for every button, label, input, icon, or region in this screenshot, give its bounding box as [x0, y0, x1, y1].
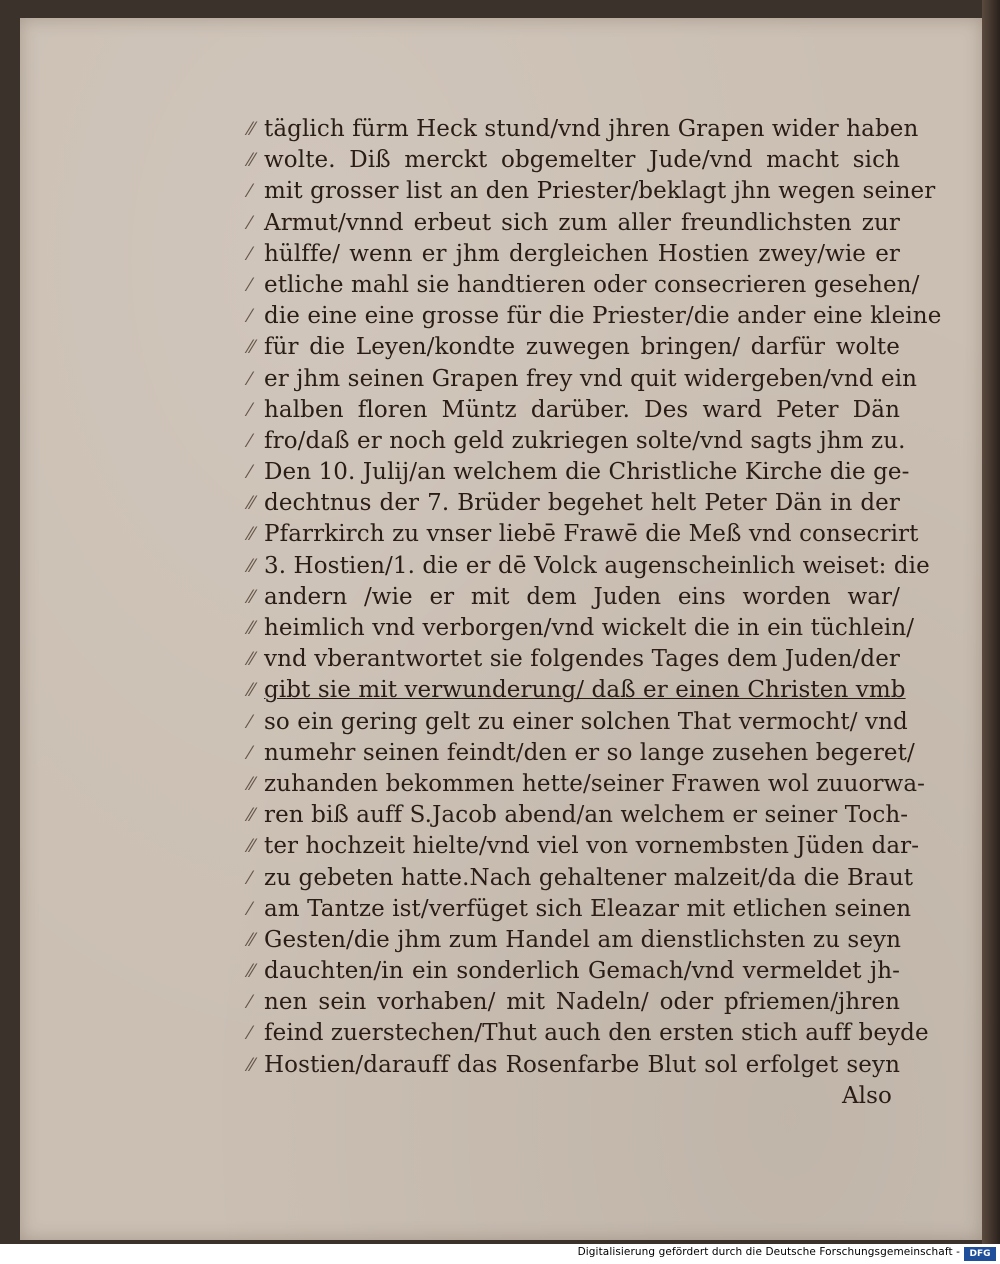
text-line: [248, 707, 908, 738]
text-line: [248, 1018, 929, 1049]
text-line-content: halben floren Müntz darüber. Des ward Peter Dän: [264, 396, 900, 423]
margin-mark: ⁄: [248, 742, 252, 764]
text-line-content: etliche mahl sie handtieren oder consecrieren gesehen/: [264, 271, 920, 298]
text-line: [248, 270, 920, 301]
text-line-content: Pfarrkirch zu vnser liebē Frawē die Meß vnd consecrirt: [264, 521, 919, 548]
text-line: [248, 176, 936, 207]
margin-mark: ⁄: [248, 274, 252, 296]
text-line: [248, 426, 906, 457]
text-line-content: andern /wie er mit dem Juden eins worden war/: [264, 583, 900, 610]
text-line: [248, 457, 910, 488]
text-line-content: zu gebeten hatte.Nach gehaltener malzeit/da die Braut: [264, 864, 914, 891]
text-line-content: 3. Hostien/1. die er dē Volck augenscheinlich weiset: die: [264, 552, 930, 579]
text-line: [248, 925, 902, 956]
margin-mark: ⁄: [248, 867, 252, 889]
text-line-content: ren biß auff S.Jacob abend/an welchem er seiner Toch-: [264, 802, 909, 829]
text-line: [248, 675, 906, 706]
text-line: [248, 894, 912, 925]
margin-mark: ⁄⁄: [248, 773, 255, 795]
margin-mark: ⁄: [248, 430, 252, 452]
text-line: [248, 644, 900, 675]
margin-mark: ⁄⁄: [248, 961, 255, 983]
text-line: [248, 364, 918, 395]
text-line: [248, 987, 900, 1018]
text-line: [248, 613, 915, 644]
margin-mark: ⁄⁄: [248, 618, 255, 639]
margin-mark: ⁄: [248, 1023, 252, 1045]
text-line-content: feind zuerstechen/Thut auch den ersten stich auff beyde: [264, 1020, 929, 1047]
text-line-content: fro/daß er noch geld zukriegen solte/vnd sagts jhm zu.: [264, 427, 906, 454]
text-line-content: Hostien/darauff das Rosenfarbe Blut sol erfolget seyn: [264, 1051, 900, 1078]
text-line: [248, 551, 930, 582]
text-line-content: wolte. Diß merckt obgemelter Jude/vnd macht sich: [264, 147, 900, 174]
text-line: [248, 488, 900, 519]
text-line-content: Den 10. Julij/an welchem die Christliche Kirche die ge-: [264, 459, 910, 486]
text-line-content: mit grosser list an den Priester/beklagt jhn wegen seiner: [264, 178, 936, 205]
text-line: [248, 208, 900, 239]
margin-mark: ⁄⁄: [248, 524, 255, 546]
margin-mark: ⁄: [248, 243, 252, 265]
text-line: [248, 239, 900, 270]
margin-mark: ⁄⁄: [248, 680, 255, 702]
text-line: [248, 1050, 900, 1081]
text-line: [248, 114, 919, 145]
text-line: [248, 332, 900, 363]
page-text-block: [248, 114, 942, 1112]
margin-mark: ⁄: [248, 399, 252, 421]
margin-mark: ⁄: [248, 462, 252, 484]
dfg-logo-icon: DFG: [964, 1247, 996, 1261]
text-line-content: dauchten/in ein sonderlich Gemach/vnd vermeldet jh-: [264, 958, 900, 985]
text-line-content: für die Leyen/kondte zuwegen bringen/ darfür wolte: [264, 334, 900, 361]
text-line: [248, 769, 926, 800]
text-line-content: zuhanden bekommen hette/seiner Frawen wol zuuorwa-: [264, 770, 926, 797]
margin-mark: ⁄: [248, 212, 252, 234]
text-line-content: er jhm seinen Grapen frey vnd quit widergeben/vnd ein: [264, 365, 918, 392]
margin-mark: ⁄⁄: [248, 929, 255, 951]
text-line: [248, 956, 900, 987]
text-line: [248, 800, 909, 831]
text-line-content: täglich fürm Heck stund/vnd jhren Grapen wider haben: [264, 116, 919, 142]
text-line: [248, 863, 914, 894]
text-line-content: dechtnus der 7. Brüder begehet helt Peter Dän in der: [264, 490, 900, 517]
catchword-text: Also: [841, 1082, 892, 1109]
text-line-content: die eine eine grosse für die Priester/die ander eine kleine: [264, 303, 942, 330]
text-line-content: numehr seinen feindt/den er so lange zusehen begeret/: [264, 739, 915, 766]
text-line: [248, 582, 900, 613]
text-line-content: Gesten/die jhm zum Handel am dienstlichsten zu seyn: [264, 926, 902, 953]
text-line: [248, 301, 942, 332]
text-line-content: am Tantze ist/verfüget sich Eleazar mit etlichen seinen: [264, 895, 912, 922]
margin-mark: ⁄⁄: [248, 555, 255, 577]
text-line-content: ter hochzeit hielte/vnd viel von vornembsten Jüden dar-: [264, 833, 920, 860]
margin-mark: ⁄⁄: [248, 1054, 255, 1076]
margin-mark: ⁄⁄: [248, 649, 255, 671]
margin-mark: ⁄⁄: [248, 805, 255, 827]
digitization-footer: [0, 1244, 1000, 1264]
text-line-content: vnd vberantwortet sie folgendes Tages dem Juden/der: [264, 646, 900, 673]
text-line-content: gibt sie mit verwunderung/ daß er einen Christen vmb: [264, 677, 906, 704]
margin-mark: ⁄: [248, 306, 252, 328]
margin-mark: ⁄: [248, 711, 252, 733]
text-line-content: nen sein vorhaben/ mit Nadeln/ oder pfriemen/jhren: [264, 989, 900, 1016]
margin-mark: ⁄: [248, 992, 252, 1014]
text-line: [248, 145, 900, 176]
text-line: [248, 738, 915, 769]
margin-mark: ⁄⁄: [248, 493, 255, 515]
margin-mark: ⁄⁄: [248, 836, 255, 858]
text-line-content: heimlich vnd verborgen/vnd wickelt die in ein tüchlein/: [264, 615, 915, 641]
text-line: [248, 395, 900, 426]
text-line-content: so ein gering gelt zu einer solchen That vermocht/ vnd: [264, 708, 908, 735]
text-line-content: hülffe/ wenn er jhm dergleichen Hostien zwey/wie er: [264, 240, 900, 267]
margin-mark: ⁄⁄: [248, 337, 255, 359]
margin-mark: ⁄⁄: [248, 586, 255, 608]
margin-mark: ⁄: [248, 898, 252, 920]
text-line-content: Armut/vnnd erbeut sich zum aller freundlichsten zur: [264, 209, 900, 236]
margin-mark: ⁄: [248, 181, 252, 203]
book-spine: [982, 0, 1000, 1244]
text-line: [248, 831, 920, 862]
text-line: [248, 519, 919, 550]
margin-mark: ⁄⁄: [248, 150, 255, 172]
funding-credit: Digitalisierung gefördert durch die Deutsche Forschungsgemeinschaft -: [577, 1246, 960, 1258]
catchword: [264, 1081, 900, 1112]
margin-mark: ⁄: [248, 368, 252, 390]
margin-mark: ⁄⁄: [248, 119, 255, 140]
